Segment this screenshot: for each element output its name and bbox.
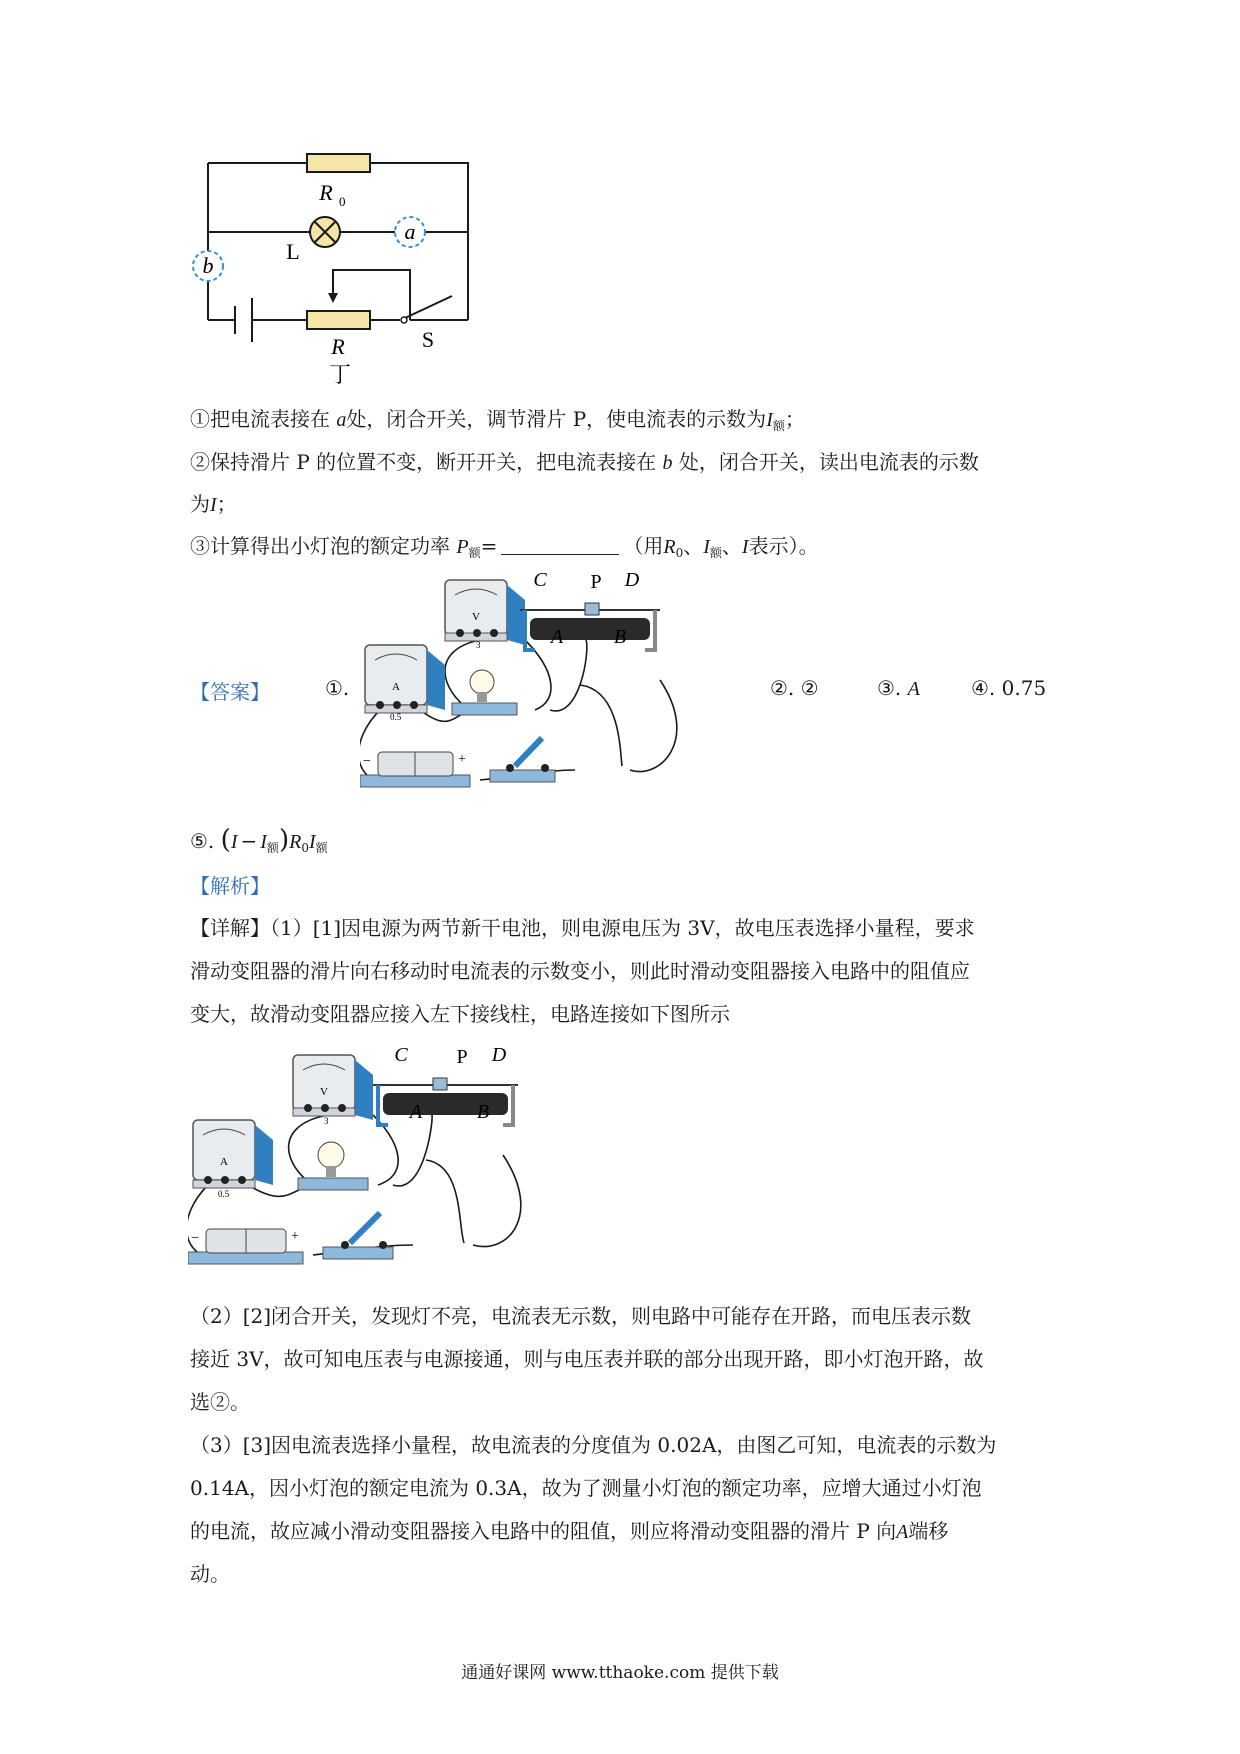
analysis-tag: 【解析】 xyxy=(190,874,270,898)
apparatus-diagram-analysis xyxy=(188,1045,608,1290)
answer-3: ③. A xyxy=(877,676,920,700)
terminal-p-label: P xyxy=(456,1046,468,1068)
terminal-c-label: C xyxy=(533,570,547,591)
figure-caption: 丁 xyxy=(328,362,352,387)
analysis-p1-line2: 滑动变阻器的滑片向右移动时电流表的示数变小，则此时滑动变阻器接入电路中的阻值应 xyxy=(190,959,970,983)
voltmeter-icon xyxy=(293,1055,373,1120)
terminal-c-label: C xyxy=(394,1045,408,1066)
lamp-icon xyxy=(310,217,340,247)
analysis-p2-line3: 选②。 xyxy=(190,1390,250,1414)
terminal-p-label: P xyxy=(590,571,602,593)
ammeter-icon xyxy=(193,1120,273,1188)
step-2: ②保持滑片 P 的位置不变，断开开关，把电流表接在 b 处，闭合开关，读出电流表的示数 xyxy=(190,450,979,474)
analysis-p3-line4: 动。 xyxy=(190,1562,230,1586)
battery-minus-label: − xyxy=(191,1231,199,1246)
step-1: ①把电流表接在 a处，闭合开关，调节滑片 P，使电流表的示数为$I_额$； xyxy=(190,407,805,433)
lamp-label: L xyxy=(286,239,300,264)
switch-icon xyxy=(323,1213,393,1259)
node-b-label: b xyxy=(202,253,214,278)
terminal-a-label: A xyxy=(550,626,564,648)
battery-holder-icon xyxy=(188,1229,303,1264)
bulb-icon xyxy=(298,1142,368,1190)
voltmeter-scale: 3 xyxy=(324,1116,329,1126)
r0-subscript: 0 xyxy=(339,194,346,209)
page-footer: 通通好课网 www.tthaoke.com 提供下载 xyxy=(461,1663,779,1683)
terminal-b-label: B xyxy=(476,1101,490,1123)
terminal-d-label: D xyxy=(624,570,640,591)
bulb-icon xyxy=(452,670,517,715)
terminal-a-label: A xyxy=(409,1101,423,1123)
voltmeter-label: V xyxy=(320,1086,328,1098)
resistor-r0 xyxy=(307,154,370,172)
analysis-p1-line1: 【详解】（1）[1]因电源为两节新干电池，则电源电压为 3V，故电压表选择小量程，要求 xyxy=(190,916,975,940)
answer-2: ②. ② xyxy=(770,676,819,700)
voltmeter-icon xyxy=(445,580,525,645)
analysis-p1-line3: 变大，故滑动变阻器应接入左下接线柱，电路连接如下图所示 xyxy=(190,1002,730,1026)
terminal-b-label: B xyxy=(613,626,627,648)
step-2-continued: 为I； xyxy=(190,492,237,516)
rheostat-icon xyxy=(520,603,660,650)
voltmeter-label: V xyxy=(472,611,480,623)
r0-label: R xyxy=(319,180,333,205)
analysis-p2-line1: （2）[2]闭合开关，发现灯不亮，电流表无示数，则电路中可能存在开路，而电压表示数 xyxy=(190,1304,972,1328)
step-3: ③计算得出小灯泡的额定功率 $P_额=$ （用$R_0$、$I_额$、I表示）。 xyxy=(190,534,819,560)
battery-plus-label: + xyxy=(291,1229,299,1244)
slider-arrow-icon xyxy=(328,293,338,303)
rheostat-r xyxy=(307,311,370,329)
ammeter-scale: 0.5 xyxy=(218,1189,230,1199)
answer-tag: 【答案】 xyxy=(190,680,270,704)
analysis-p2-line2: 接近 3V，故可知电压表与电源接通，则与电压表并联的部分出现开路，即小灯泡开路，故 xyxy=(190,1347,984,1371)
ammeter-icon xyxy=(365,645,445,713)
answer-5: ⑤. $(I - I_额)R_0I_额$ xyxy=(190,825,328,855)
voltmeter-scale: 3 xyxy=(476,640,481,650)
ammeter-scale: 0.5 xyxy=(390,712,402,722)
apparatus-diagram-answer xyxy=(360,570,760,810)
ammeter-label: A xyxy=(220,1156,228,1168)
circuit-diagram-ding xyxy=(190,150,490,390)
battery-holder-icon xyxy=(360,752,470,787)
answer-blank[interactable] xyxy=(501,534,619,555)
rheostat-label: R xyxy=(331,334,345,359)
switch-label: S xyxy=(421,327,435,352)
answer-4: ④. 0.75 xyxy=(971,676,1047,700)
ammeter-label: A xyxy=(392,681,400,693)
analysis-p3-line2: 0.14A，因小灯泡的额定电流为 0.3A，故为了测量小灯泡的额定功率，应增大通过小灯泡 xyxy=(190,1476,982,1500)
rheostat-icon xyxy=(373,1078,518,1125)
terminal-d-label: D xyxy=(491,1045,507,1066)
answer-1-label: ①. xyxy=(325,676,350,700)
node-a-label: a xyxy=(404,219,416,244)
battery-plus-label: + xyxy=(458,752,466,767)
battery-minus-label: − xyxy=(363,754,371,769)
analysis-p3-line3: 的电流，故应减小滑动变阻器接入电路中的阻值，则应将滑动变阻器的滑片 P 向A端移 xyxy=(190,1519,949,1543)
analysis-p3-line1: （3）[3]因电流表选择小量程，故电流表的分度值为 0.02A，由图乙可知，电流表的示数为 xyxy=(190,1433,997,1457)
switch-icon xyxy=(490,738,555,782)
